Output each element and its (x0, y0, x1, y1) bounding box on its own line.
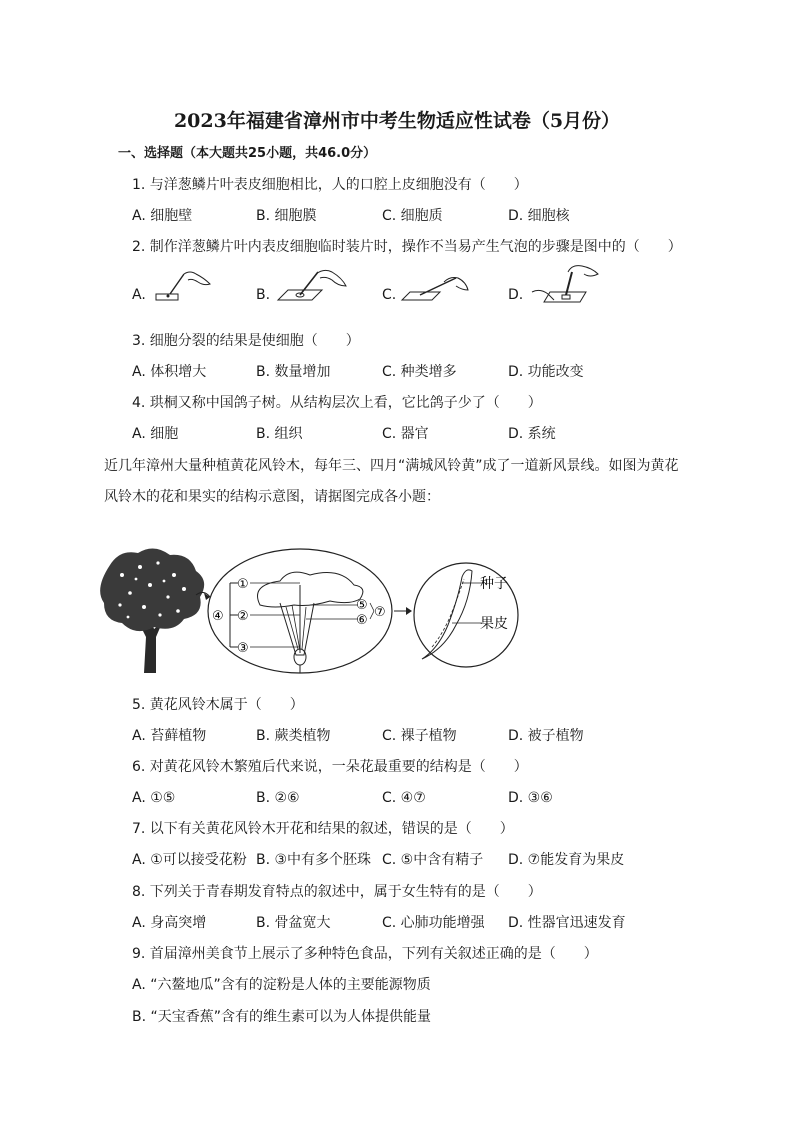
flower-fruit-structure-figure (100, 545, 520, 675)
peel-label: 果皮 (480, 616, 508, 632)
question-3-option-d[interactable]: D. 功能改变 (508, 364, 584, 380)
question-7-option-a[interactable]: A. ①可以接受花粉 (132, 852, 247, 868)
question-5-option-c[interactable]: C. 裸子植物 (382, 728, 457, 744)
passage-line-2: 风铃木的花和果实的结构示意图，请据图完成各小题： (104, 489, 440, 505)
question-5-option-b[interactable]: B. 蕨类植物 (256, 728, 331, 744)
label-7: ⑦ (374, 605, 386, 620)
question-1-option-c[interactable]: C. 细胞质 (382, 208, 443, 224)
label-5: ⑤ (356, 598, 368, 613)
question-1-stem: 1. 与洋葱鳞片叶表皮细胞相比，人的口腔上皮细胞没有（ ） (132, 177, 528, 193)
question-6-option-b[interactable]: B. ②⑥ (256, 790, 300, 806)
label-1: ① (237, 577, 249, 592)
question-1-option-d[interactable]: D. 细胞核 (508, 208, 570, 224)
question-2-stem: 2. 制作洋葱鳞片叶内表皮细胞临时装片时，操作不当易产生气泡的步骤是图中的（ ） (132, 239, 682, 255)
question-2-option-d[interactable]: D. (508, 287, 524, 303)
seed-label: 种子 (480, 576, 508, 592)
question-5-option-a[interactable]: A. 苔藓植物 (132, 728, 207, 744)
question-7-stem: 7. 以下有关黄花风铃木开花和结果的叙述，错误的是（ ） (132, 821, 514, 837)
question-7-option-b[interactable]: B. ③中有多个胚珠 (256, 852, 372, 868)
question-1-option-b[interactable]: B. 细胞膜 (256, 208, 317, 224)
question-1-option-a[interactable]: A. 细胞壁 (132, 208, 193, 224)
tree-illustration (100, 548, 204, 673)
question-3-stem: 3. 细胞分裂的结果是使细胞（ ） (132, 333, 360, 349)
passage-line-1: 近几年漳州大量种植黄花风铃木，每年三、四月“满城风铃黄”成了一道新风景线。如图为黄花 (104, 458, 679, 474)
label-2: ② (237, 609, 249, 624)
question-2-option-b[interactable]: B. (256, 287, 271, 303)
question-5-stem: 5. 黄花风铃木属于（ ） (132, 697, 304, 713)
question-6-option-c[interactable]: C. ④⑦ (382, 790, 426, 806)
label-3: ③ (237, 641, 249, 656)
question-4-option-c[interactable]: C. 器官 (382, 426, 429, 442)
question-4-stem: 4. 珙桐又称中国鸽子树。从结构层次上看，它比鸽子少了（ ） (132, 395, 542, 411)
question-9-option-a[interactable]: A. “六鳌地瓜”含有的淀粉是人体的主要能源物质 (132, 977, 431, 993)
question-4-option-b[interactable]: B. 组织 (256, 426, 303, 442)
question-3-option-b[interactable]: B. 数量增加 (256, 364, 331, 380)
question-8-stem: 8. 下列关于青春期发育特点的叙述中，属于女生特有的是（ ） (132, 884, 542, 900)
question-4-option-d[interactable]: D. 系统 (508, 426, 556, 442)
label-6: ⑥ (356, 613, 368, 628)
question-6-option-a[interactable]: A. ①⑤ (132, 790, 176, 806)
question-8-option-d[interactable]: D. 性器官迅速发育 (508, 915, 626, 931)
slide-step-c-illustration (398, 268, 472, 310)
section-heading: 一、选择题（本大题共25小题，共46.0分） (118, 146, 377, 161)
slide-step-b-illustration (272, 266, 350, 310)
question-7-option-c[interactable]: C. ⑤中含有精子 (382, 852, 484, 868)
question-3-option-a[interactable]: A. 体积增大 (132, 364, 207, 380)
question-6-stem: 6. 对黄花风铃木繁殖后代来说，一朵花最重要的结构是（ ） (132, 759, 528, 775)
question-5-option-d[interactable]: D. 被子植物 (508, 728, 584, 744)
question-8-option-b[interactable]: B. 骨盆宽大 (256, 915, 331, 931)
question-2-option-a[interactable]: A. (132, 287, 146, 303)
question-2-option-c[interactable]: C. (382, 287, 397, 303)
question-4-option-a[interactable]: A. 细胞 (132, 426, 179, 442)
question-8-option-c[interactable]: C. 心肺功能增强 (382, 915, 485, 931)
slide-step-d-illustration (526, 262, 608, 310)
question-8-option-a[interactable]: A. 身高突增 (132, 915, 207, 931)
question-9-option-b[interactable]: B. “天宝香蕉”含有的维生素可以为人体提供能量 (132, 1009, 432, 1025)
label-4: ④ (212, 609, 224, 624)
question-6-option-d[interactable]: D. ③⑥ (508, 790, 553, 806)
question-3-option-c[interactable]: C. 种类增多 (382, 364, 457, 380)
slide-step-a-illustration (150, 268, 220, 308)
page-title: 2023年福建省漳州市中考生物适应性试卷（5月份） (173, 110, 621, 132)
question-7-option-d[interactable]: D. ⑦能发育为果皮 (508, 852, 625, 868)
question-9-stem: 9. 首届漳州美食节上展示了多种特色食品，下列有关叙述正确的是（ ） (132, 946, 598, 962)
